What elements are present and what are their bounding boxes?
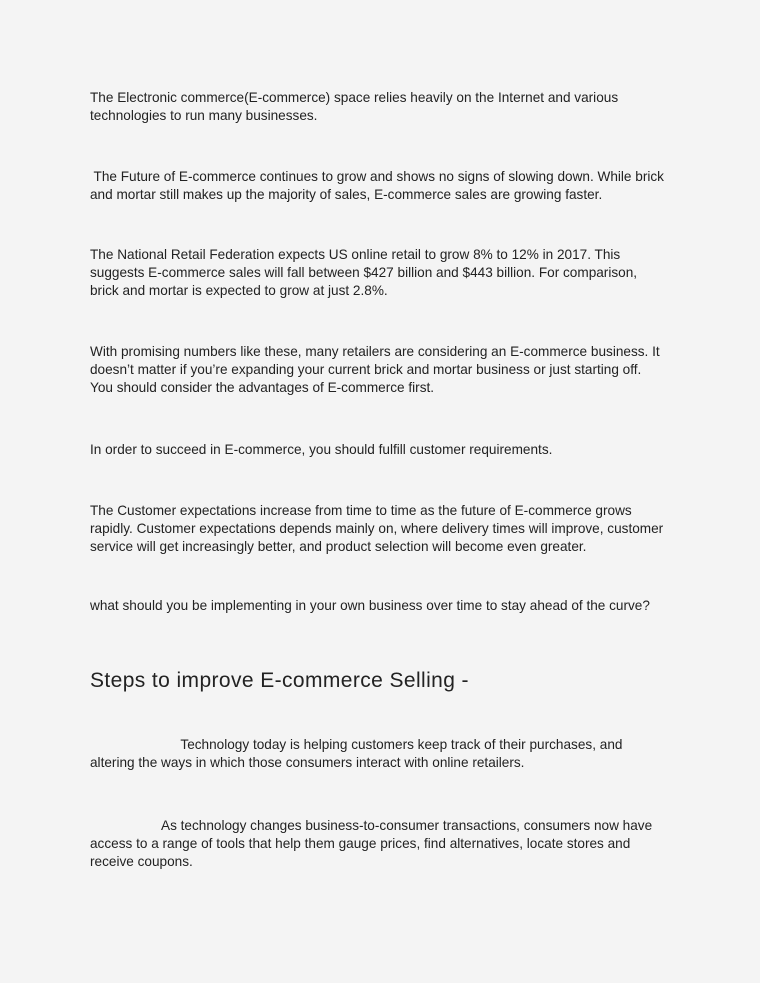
paragraph-question bbox=[90, 597, 690, 615]
text-line: As technology changes business-to-consumer transactions, consumers now have bbox=[90, 818, 653, 833]
text-line: The Future of E-commerce continues to grow and shows no signs of slowing down. While brick bbox=[90, 169, 664, 184]
text-line: brick and mortar is expected to grow at just 2.8%. bbox=[90, 283, 388, 298]
text-line: The National Retail Federation expects US online retail to grow 8% to 12% in 2017. This bbox=[90, 247, 621, 262]
paragraph-step-tools bbox=[90, 817, 690, 871]
text-line: You should consider the advantages of E-commerce first. bbox=[90, 380, 435, 395]
text-line: Technology today is helping customers keep track of their purchases, and bbox=[90, 737, 623, 752]
text-line: access to a range of tools that help them gauge prices, find alternatives, locate stores and bbox=[90, 836, 631, 851]
text-line: altering the ways in which those consumers interact with online retailers. bbox=[90, 755, 525, 770]
paragraph-intro bbox=[90, 89, 690, 125]
text-line: With promising numbers like these, many retailers are considering an E-commerce business. It bbox=[90, 344, 660, 359]
text-line: rapidly. Customer expectations depends mainly on, where delivery times will improve, customer bbox=[90, 521, 664, 536]
paragraph-nrf bbox=[90, 246, 690, 300]
paragraph-step-technology bbox=[90, 736, 690, 772]
paragraph-promising bbox=[90, 343, 690, 397]
text-line: technologies to run many businesses. bbox=[90, 108, 318, 123]
section-heading: Steps to improve E-commerce Selling - bbox=[90, 669, 469, 692]
text-line: The Customer expectations increase from time to time as the future of E-commerce grows bbox=[90, 503, 632, 518]
text-line: The Electronic commerce(E-commerce) space relies heavily on the Internet and various bbox=[90, 90, 619, 105]
paragraph-expectations bbox=[90, 502, 690, 556]
paragraph-future bbox=[90, 168, 690, 204]
text-line: what should you be implementing in your own business over time to stay ahead of the curve? bbox=[90, 598, 650, 613]
text-line: receive coupons. bbox=[90, 854, 193, 869]
paragraph-succeed bbox=[90, 441, 690, 459]
text-line: and mortar still makes up the majority of sales, E-commerce sales are growing faster. bbox=[90, 187, 603, 202]
text-line: suggests E-commerce sales will fall between $427 billion and $443 billion. For comparison, bbox=[90, 265, 638, 280]
text-line: In order to succeed in E-commerce, you should fulfill customer requirements. bbox=[90, 442, 553, 457]
text-line: doesn’t matter if you’re expanding your current brick and mortar business or just starting off. bbox=[90, 362, 642, 377]
text-line: service will get increasingly better, and product selection will become even greater. bbox=[90, 539, 587, 554]
